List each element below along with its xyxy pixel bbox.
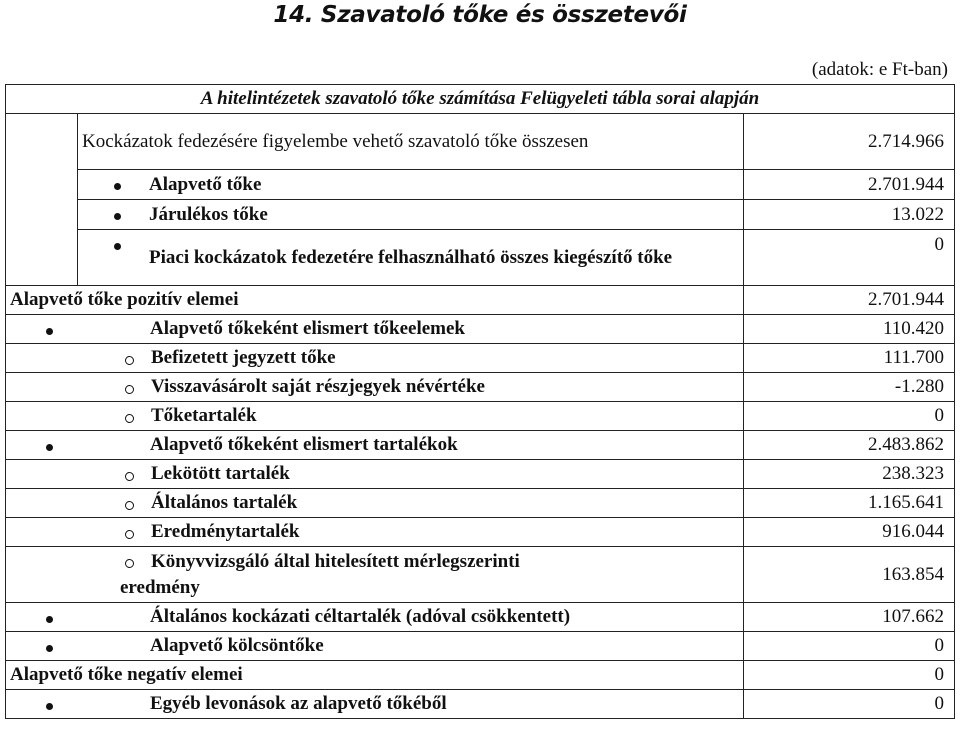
- row-value: 0: [744, 690, 955, 719]
- table-row: [6, 344, 955, 373]
- row-label: Egyéb levonások az alapvető tőkéből: [6, 690, 744, 719]
- row-value: 916.044: [744, 518, 955, 547]
- row-value: 238.323: [744, 460, 955, 489]
- row-value: 110.420: [744, 315, 955, 344]
- table-row: [6, 460, 955, 489]
- unit-note: (adatok: e Ft-ban): [811, 59, 948, 80]
- table-row: [6, 603, 955, 632]
- table-row: [6, 286, 955, 315]
- row-value: 2.483.862: [744, 431, 955, 460]
- row-value: 0: [744, 402, 955, 431]
- table-row: [6, 431, 955, 460]
- row-label: Alapvető tőke negatív elemei: [6, 661, 744, 690]
- table-row: [6, 114, 955, 170]
- table-row: [6, 373, 955, 402]
- row-value: 107.662: [744, 603, 955, 632]
- row-label: Könyvvizsgáló által hitelesített mérlegszerinti eredmény: [6, 547, 744, 603]
- table-row: [6, 170, 955, 200]
- row-value: -1.280: [744, 373, 955, 402]
- row-label: Kockázatok fedezésére figyelembe vehető szavatoló tőke összesen: [78, 114, 744, 170]
- row-label: Alapvető tőke: [78, 170, 744, 200]
- row-label: Befizetett jegyzett tőke: [6, 344, 744, 373]
- row-label: Visszavásárolt saját részjegyek névértéke: [6, 373, 744, 402]
- table-row: [6, 402, 955, 431]
- row-label: Alapvető tőkeként elismert tartalékok: [6, 431, 744, 460]
- row-value: 2.701.944: [744, 286, 955, 315]
- row-value: 163.854: [744, 547, 955, 603]
- row-label: Tőketartalék: [6, 402, 744, 431]
- capital-table: [5, 84, 955, 719]
- row-value: 2.701.944: [744, 170, 955, 200]
- indent-cell: [6, 114, 78, 286]
- row-label: Eredménytartalék: [6, 518, 744, 547]
- row-label: Általános kockázati céltartalék (adóval csökkentett): [6, 603, 744, 632]
- row-value: 0: [744, 632, 955, 661]
- row-label: Alapvető tőkeként elismert tőkeelemek: [6, 315, 744, 344]
- table-row: [6, 632, 955, 661]
- row-value: 1.165.641: [744, 489, 955, 518]
- row-value: 2.714.966: [744, 114, 955, 170]
- row-label: Alapvető kölcsöntőke: [6, 632, 744, 661]
- row-label: Alapvető tőke pozitív elemei: [6, 286, 744, 315]
- row-label: Lekötött tartalék: [6, 460, 744, 489]
- document-title: 14. Szavatoló tőke és összetevői: [273, 2, 687, 28]
- table-row: [6, 690, 955, 719]
- table-row: [6, 661, 955, 690]
- table-heading: A hitelintézetek szavatoló tőke számítása Felügyeleti tábla sorai alapján: [6, 85, 955, 114]
- row-label: Piaci kockázatok fedezetére felhasználható összes kiegészítő tőke: [78, 230, 744, 286]
- table-row: [6, 518, 955, 547]
- table-heading-row: [6, 85, 955, 114]
- table-row: [6, 230, 955, 286]
- table-row: [6, 489, 955, 518]
- row-value: 13.022: [744, 200, 955, 230]
- row-value: 111.700: [744, 344, 955, 373]
- row-label: Általános tartalék: [6, 489, 744, 518]
- row-value: 0: [744, 230, 955, 286]
- table-row: [6, 547, 955, 603]
- table-row: [6, 315, 955, 344]
- row-label: Járulékos tőke: [78, 200, 744, 230]
- table-row: [6, 200, 955, 230]
- row-value: 0: [744, 661, 955, 690]
